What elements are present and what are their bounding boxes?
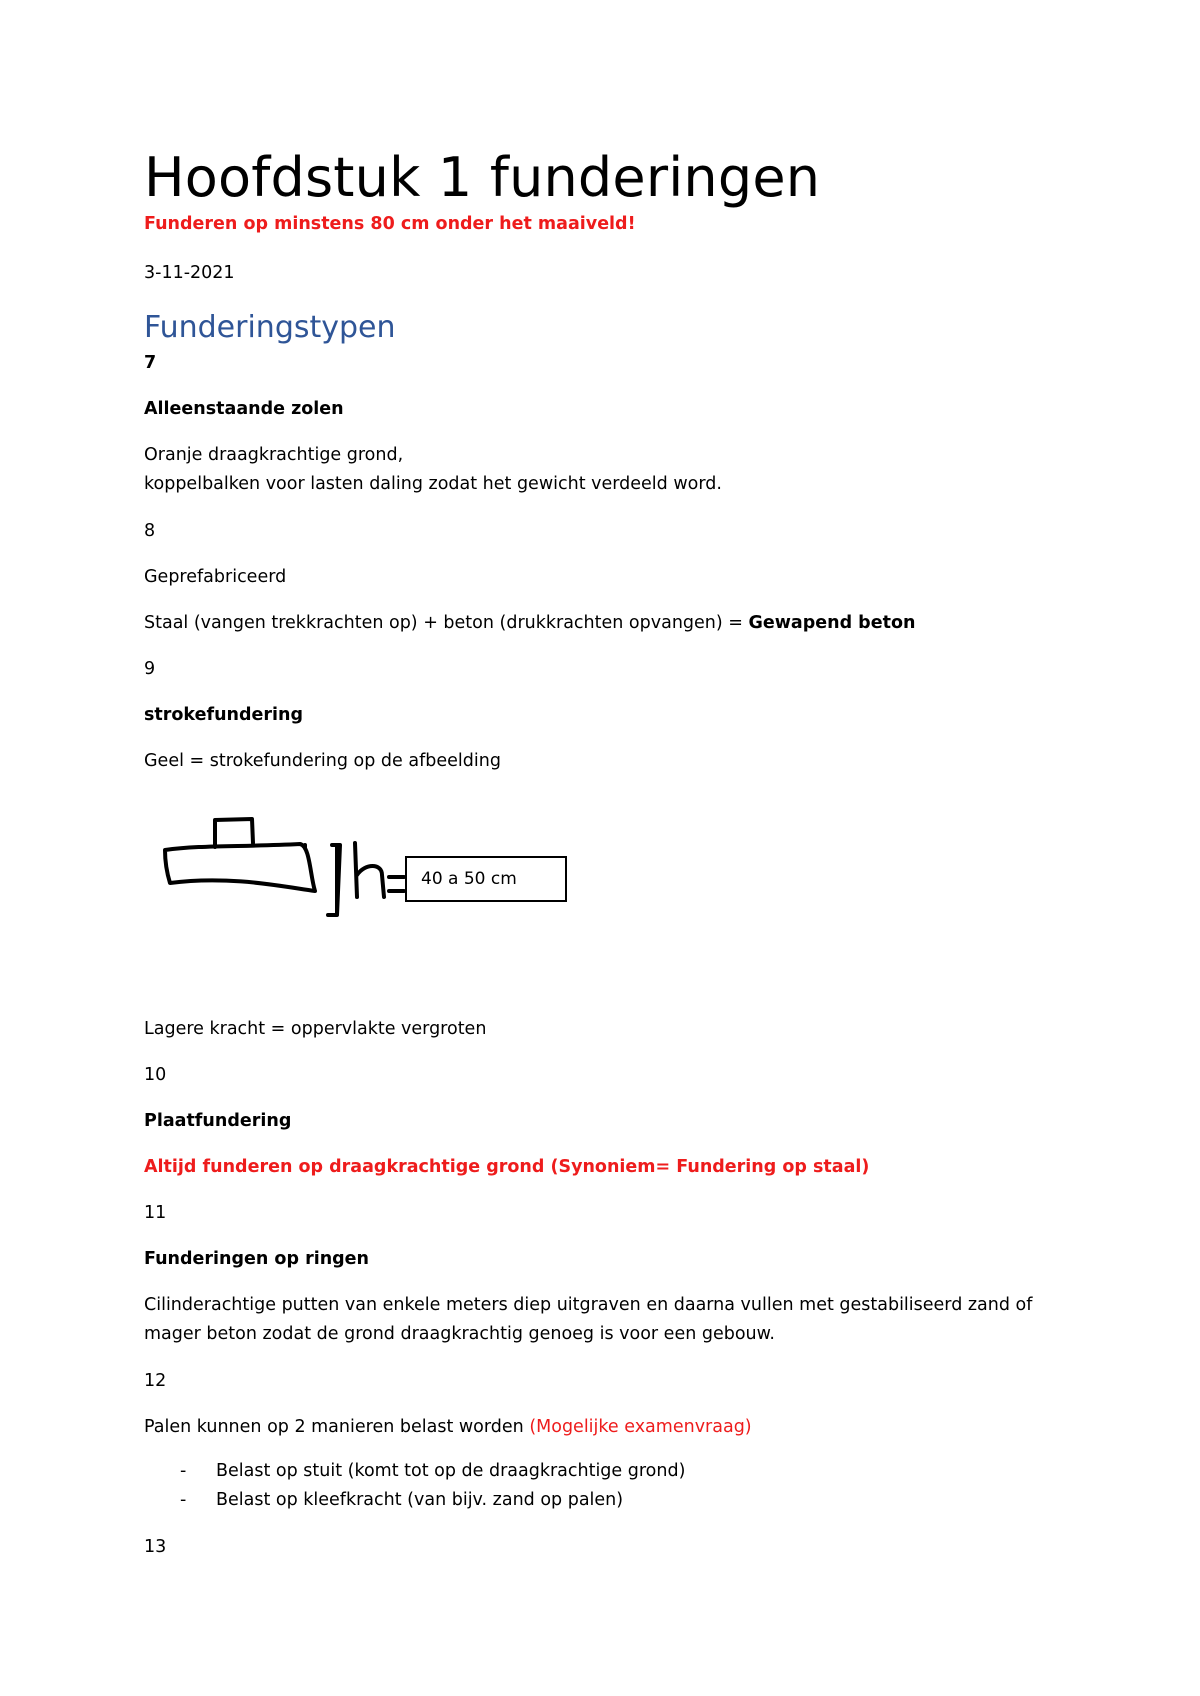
bullet-item: Belast op kleefkracht (van bijv. zand op palen) — [216, 1490, 624, 1510]
exam-question-note: (Mogelijke examenvraag) — [529, 1417, 752, 1437]
section-number-13: 13 — [144, 1537, 167, 1557]
page-title: Hoofdstuk 1 funderingen — [144, 146, 821, 209]
bullet-dash: - — [180, 1461, 187, 1481]
heading-funderingen-op-ringen: Funderingen op ringen — [144, 1249, 370, 1269]
paragraph-line: Lagere kracht = oppervlakte vergroten — [144, 1019, 487, 1039]
paragraph-line: Cilinderachtige putten van enkele meters diep uitgraven en daarna vullen met gestabiliseerd zand of — [144, 1295, 1033, 1315]
paragraph-line — [144, 1416, 752, 1438]
bullet-dash: - — [180, 1490, 187, 1510]
section-number-8: 8 — [144, 521, 156, 541]
paragraph-line: mager beton zodat de grond draagkrachtig genoeg is voor een gebouw. — [144, 1324, 775, 1344]
sketch-equals — [389, 877, 404, 891]
section-number-11: 11 — [144, 1203, 167, 1223]
section-heading: Funderingstypen — [144, 310, 396, 345]
heading-alleenstaande-zolen: Alleenstaande zolen — [144, 399, 344, 419]
subtitle-note: Funderen op minstens 80 cm onder het maaiveld! — [144, 214, 636, 234]
paragraph-line: Oranje draagkrachtige grond, — [144, 445, 404, 465]
heading-strokefundering: strokefundering — [144, 705, 304, 725]
sketch-bracket — [305, 845, 340, 915]
heading-plaatfundering: Plaatfundering — [144, 1111, 292, 1131]
date-text: 3-11-2021 — [144, 263, 235, 283]
sketch-letter-h — [355, 843, 384, 897]
section-number-7: 7 — [144, 353, 157, 373]
text-plain: Palen kunnen op 2 manieren belast worden — [144, 1417, 530, 1437]
important-note: Altijd funderen op draagkrachtige grond (Synoniem= Fundering op staal) — [144, 1157, 870, 1177]
bullet-item: Belast op stuit (komt tot op de draagkrachtige grond) — [216, 1461, 686, 1481]
section-number-12: 12 — [144, 1371, 167, 1391]
sketch-footing — [165, 844, 315, 891]
paragraph-line: Geel = strokefundering op de afbeelding — [144, 751, 501, 771]
section-number-9: 9 — [144, 659, 156, 679]
sketch-wall — [215, 819, 253, 847]
paragraph-line: Geprefabriceerd — [144, 567, 287, 587]
text-bold: Gewapend beton — [748, 613, 916, 633]
height-value-box: 40 a 50 cm — [405, 856, 567, 902]
paragraph-line — [144, 612, 915, 634]
paragraph-line: koppelbalken voor lasten daling zodat het gewicht verdeeld word. — [144, 474, 722, 494]
text-plain: Staal (vangen trekkrachten op) + beton (drukkrachten opvangen) = — [144, 613, 749, 633]
section-number-10: 10 — [144, 1065, 167, 1085]
